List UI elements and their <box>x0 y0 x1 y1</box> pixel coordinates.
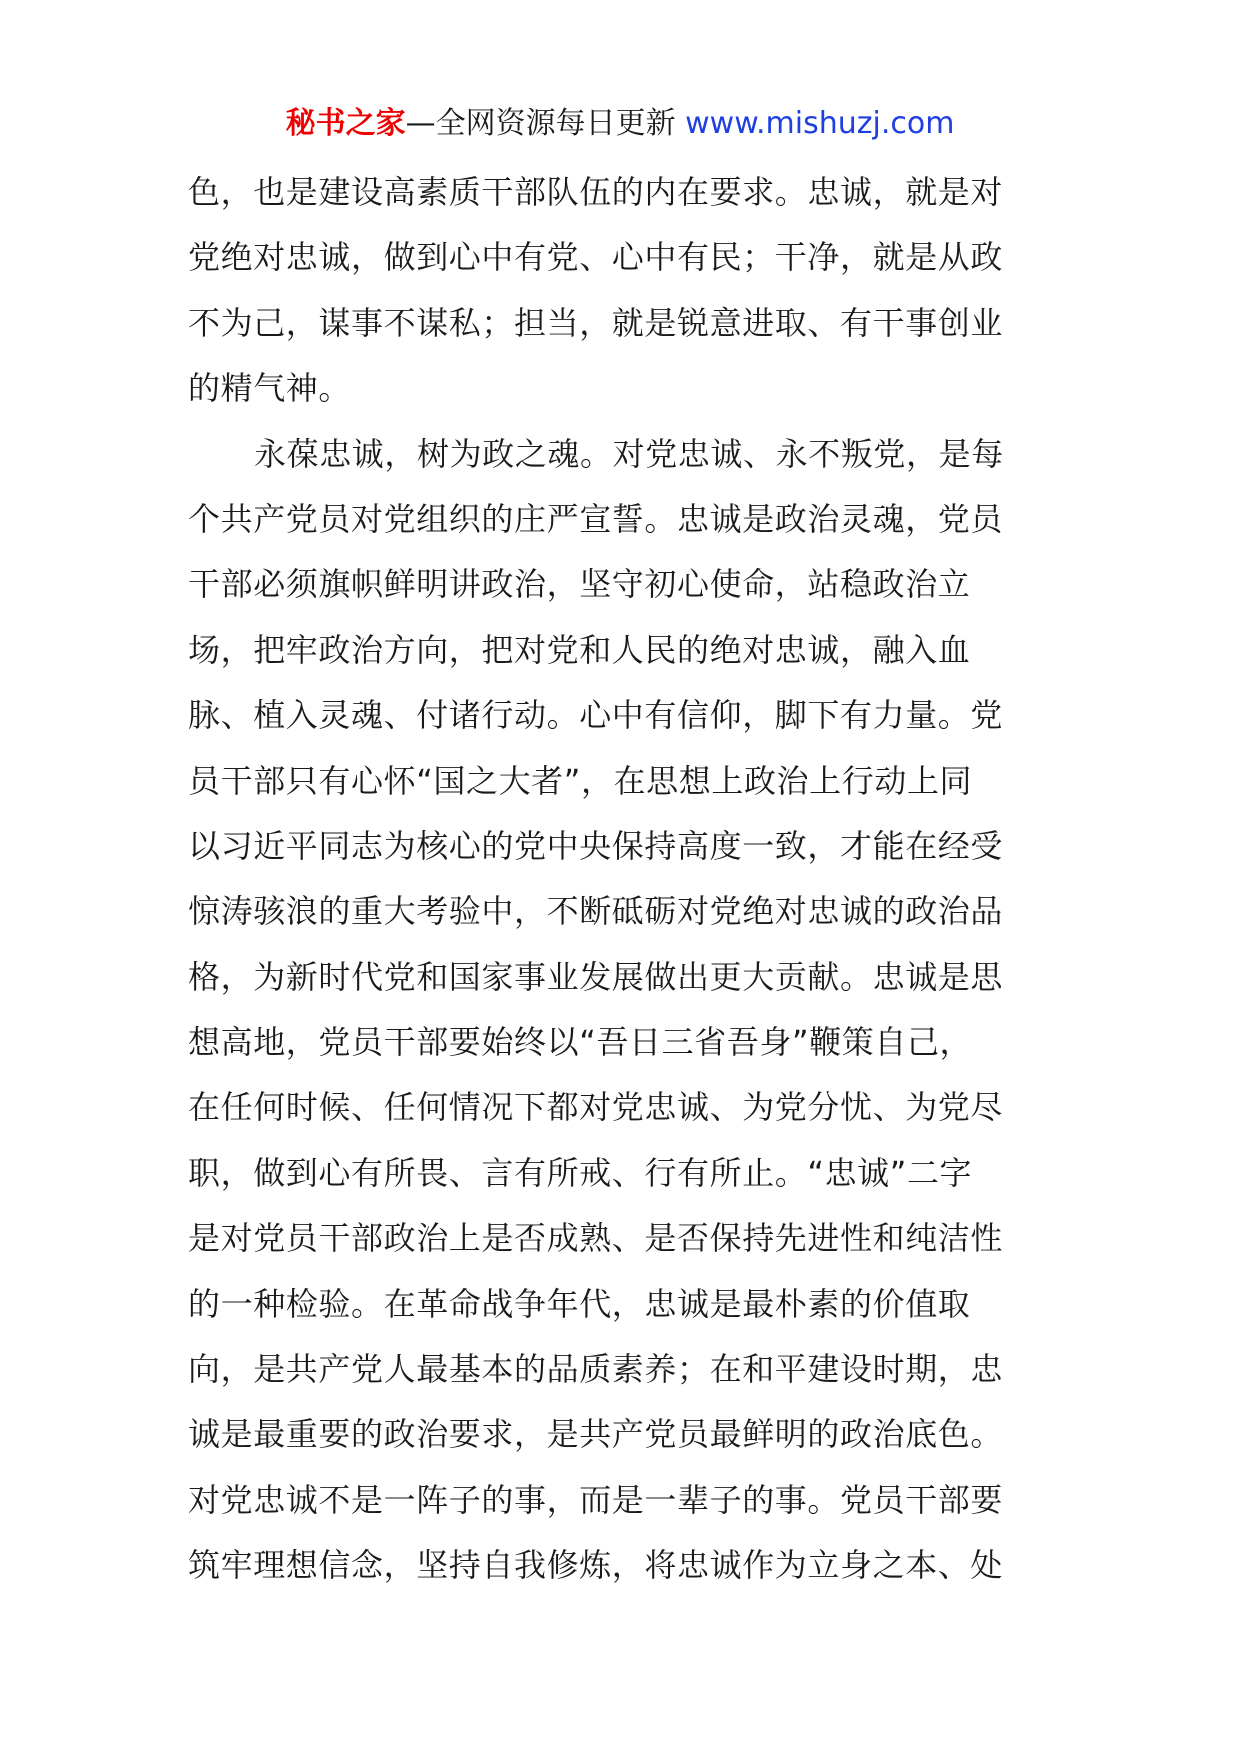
text-line: 想高地，党员干部要始终以“吾日三省吾身”鞭策自己， <box>188 1023 973 1062</box>
text-line: 员干部只有心怀“国之大者”，在思想上政治上行动上同 <box>188 761 973 800</box>
text-line: 格，为新时代党和国家事业发展做出更大贡献。忠诚是思 <box>188 957 1004 996</box>
header-url-link[interactable]: www.mishuzj.com <box>685 106 955 141</box>
header-brand: 秘书之家 <box>285 106 406 141</box>
text-line: 脉、植入灵魂、付诸行动。心中有信仰，脚下有力量。党 <box>188 696 1004 735</box>
text-line: 的一种检验。在革命战争年代，忠诚是最朴素的价值取 <box>188 1284 971 1323</box>
text-line: 职，做到心有所畏、言有所戒、行有所止。“忠诚”二字 <box>188 1153 973 1192</box>
text-line: 筑牢理想信念，坚持自我修炼，将忠诚作为立身之本、处 <box>188 1546 1004 1585</box>
text-line: 个共产党员对党组织的庄严宣誓。忠诚是政治灵魂，党员 <box>188 499 1004 538</box>
text-line: 场，把牢政治方向，把对党和人民的绝对忠诚，融入血 <box>188 630 971 669</box>
text-line: 以习近平同志为核心的党中央保持高度一致，才能在经受 <box>188 826 1004 865</box>
text-line: 党绝对忠诚，做到心中有党、心中有民；干净，就是从政 <box>188 238 1004 277</box>
text-line: 的精气神。 <box>188 369 352 408</box>
paragraph-1 <box>188 160 1056 422</box>
header-tagline: —全网资源每日更新 <box>405 106 676 141</box>
text-line: 永葆忠诚，树为政之魂。对党忠诚、永不叛党，是每 <box>254 434 1004 473</box>
text-line: 色，也是建设高素质干部队伍的内在要求。忠诚，就是对 <box>188 173 1004 211</box>
text-line: 干部必须旗帜鲜明讲政治，坚守初心使命，站稳政治立 <box>188 565 971 604</box>
text-line: 对党忠诚不是一阵子的事，而是一辈子的事。党员干部要 <box>188 1480 1004 1519</box>
text-line: 在任何时候、任何情况下都对党忠诚、为党分忧、为党尽 <box>188 1088 1004 1127</box>
text-line: 向，是共产党人最基本的品质素养；在和平建设时期，忠 <box>188 1350 1004 1389</box>
text-line: 是对党员干部政治上是否成熟、是否保持先进性和纯洁性 <box>188 1219 1004 1258</box>
paragraph-2 <box>188 422 1056 1599</box>
text-line: 惊涛骇浪的重大考验中，不断砥砺对党绝对忠诚的政治品 <box>188 892 1004 931</box>
text-line: 不为己，谋事不谋私；担当，就是锐意进取、有干事创业 <box>188 303 1004 342</box>
text-line: 诚是最重要的政治要求，是共产党员最鲜明的政治底色。 <box>188 1415 1004 1454</box>
page-header <box>0 100 1240 148</box>
document-body <box>188 160 1056 1599</box>
